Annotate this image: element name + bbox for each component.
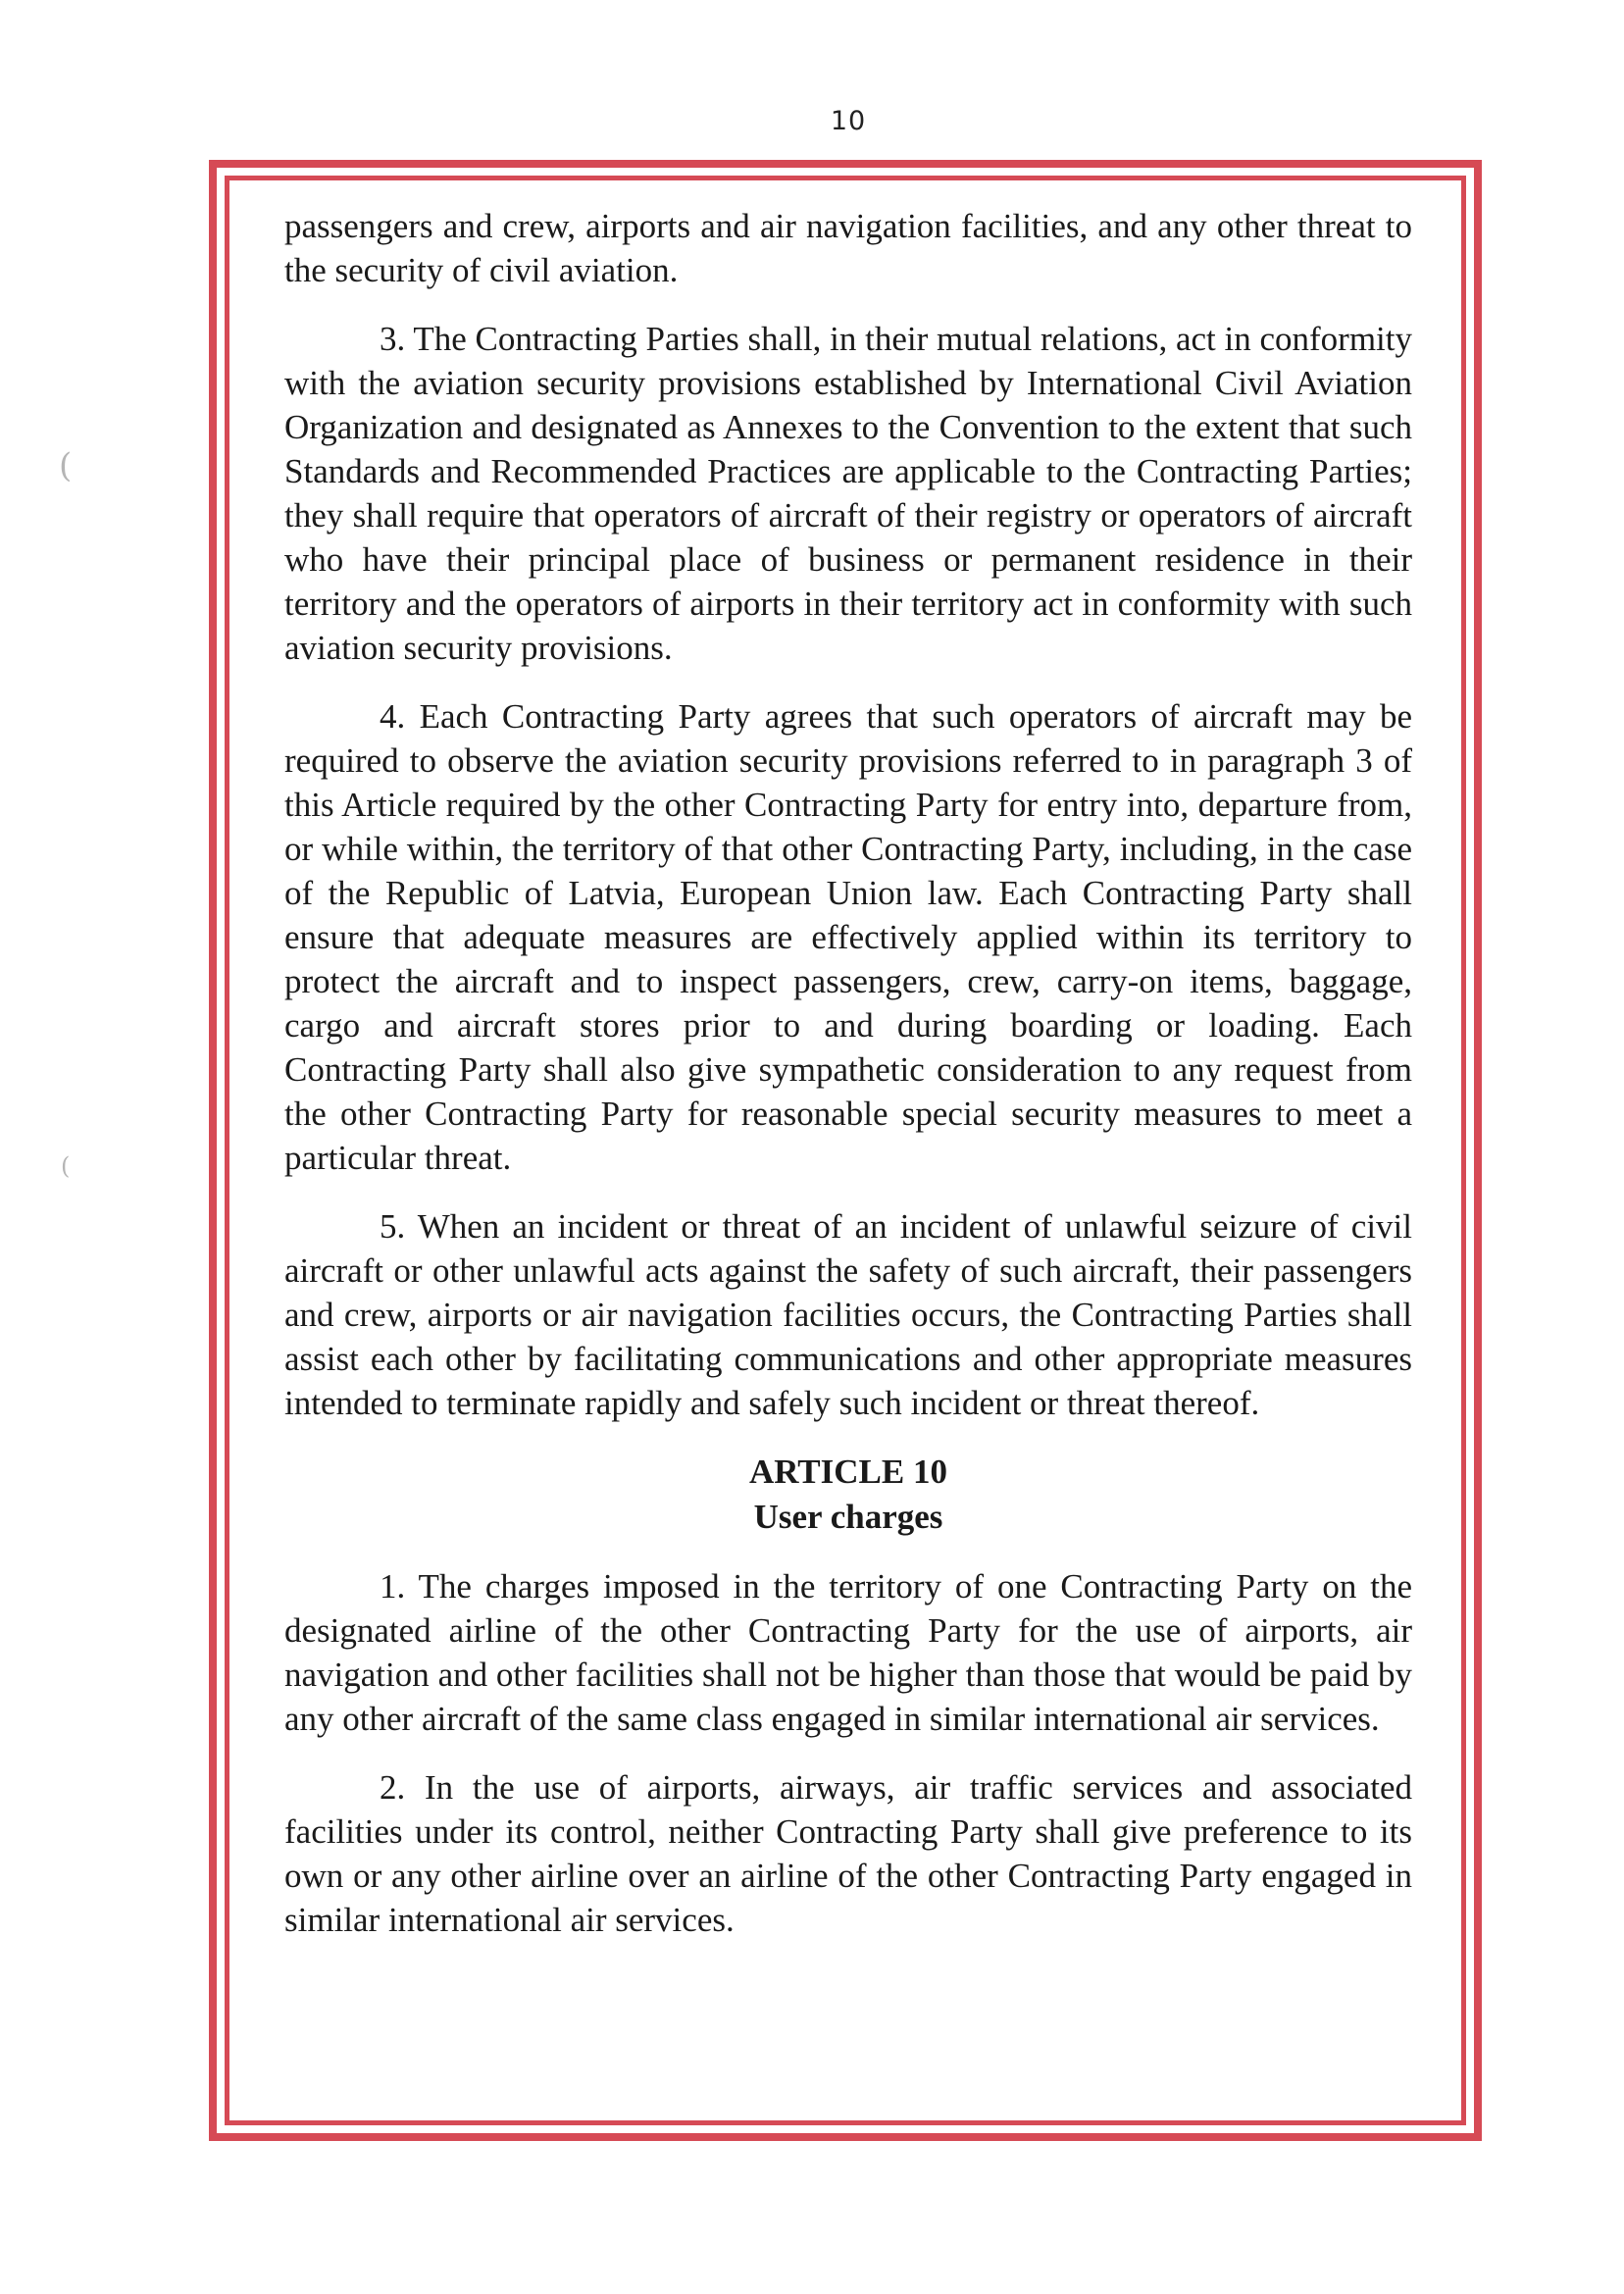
- article-number: ARTICLE 10: [748, 1453, 947, 1491]
- article-title: User charges: [753, 1498, 943, 1536]
- article-10-paragraph-2: 2. In the use of airports, airways, air traffic services and associated facilities under its control, neither Contracting Party shall give preference to its own or any other airline over an airline of the other Contracting Party engaged in similar international air services.: [284, 1768, 1412, 1939]
- paragraph-4: 4. Each Contracting Party agrees that such operators of aircraft may be required to observe the aviation security provisions referred to in paragraph 3 of this Article required by the other Contracting Party for entry into, departure from, or while within, the territory of that other Contracting Party, including, in the case of the Republic of Latvia, European Union law. Each Contracting Party shall ensure that adequate measures are effectively applied within its territory to protect the aircraft and to inspect passengers, crew, carry-on items, baggage, cargo and aircraft stores prior to and during boarding or loading. Each Contracting Party shall also give sympathetic consideration to any request from the other Contracting Party for reasonable special security measures to meet a particular threat.: [284, 697, 1412, 1177]
- document-body: [284, 204, 1412, 1966]
- paragraph-5: 5. When an incident or threat of an incident of unlawful seizure of civil aircraft or other unlawful acts against the safety of such aircraft, their passengers and crew, airports or air navigation facilities occurs, the Contracting Parties shall assist each other by facilitating communications and other appropriate measures intended to terminate rapidly and safely such incident or threat thereof.: [284, 1207, 1412, 1422]
- paragraph-3: 3. The Contracting Parties shall, in their mutual relations, act in conformity with the aviation security provisions established by International Civil Aviation Organization and designated as Annexes to the Convention to the extent that such Standards and Recommended Practices are applicable to the Contracting Parties; they shall require that operators of aircraft of their registry or operators of aircraft who have their principal place of business or permanent residence in their territory and the operators of airports in their territory act in conformity with such aviation security provisions.: [284, 320, 1413, 667]
- page-number: 10: [830, 106, 867, 136]
- article-heading: [284, 1450, 1412, 1540]
- article-10-paragraph-1: 1. The charges imposed in the territory of one Contracting Party on the designated airline of the other Contracting Party for the use of airports, air navigation and other facilities shall not be higher than those that would be paid by any other aircraft of the same class engaged in similar international air services.: [284, 1567, 1412, 1738]
- margin-mark-1: (: [59, 446, 73, 485]
- margin-mark-2: (: [61, 1152, 71, 1180]
- paragraph-continuation: passengers and crew, airports and air navigation facilities, and any other threat to the security of civil aviation.: [284, 207, 1412, 289]
